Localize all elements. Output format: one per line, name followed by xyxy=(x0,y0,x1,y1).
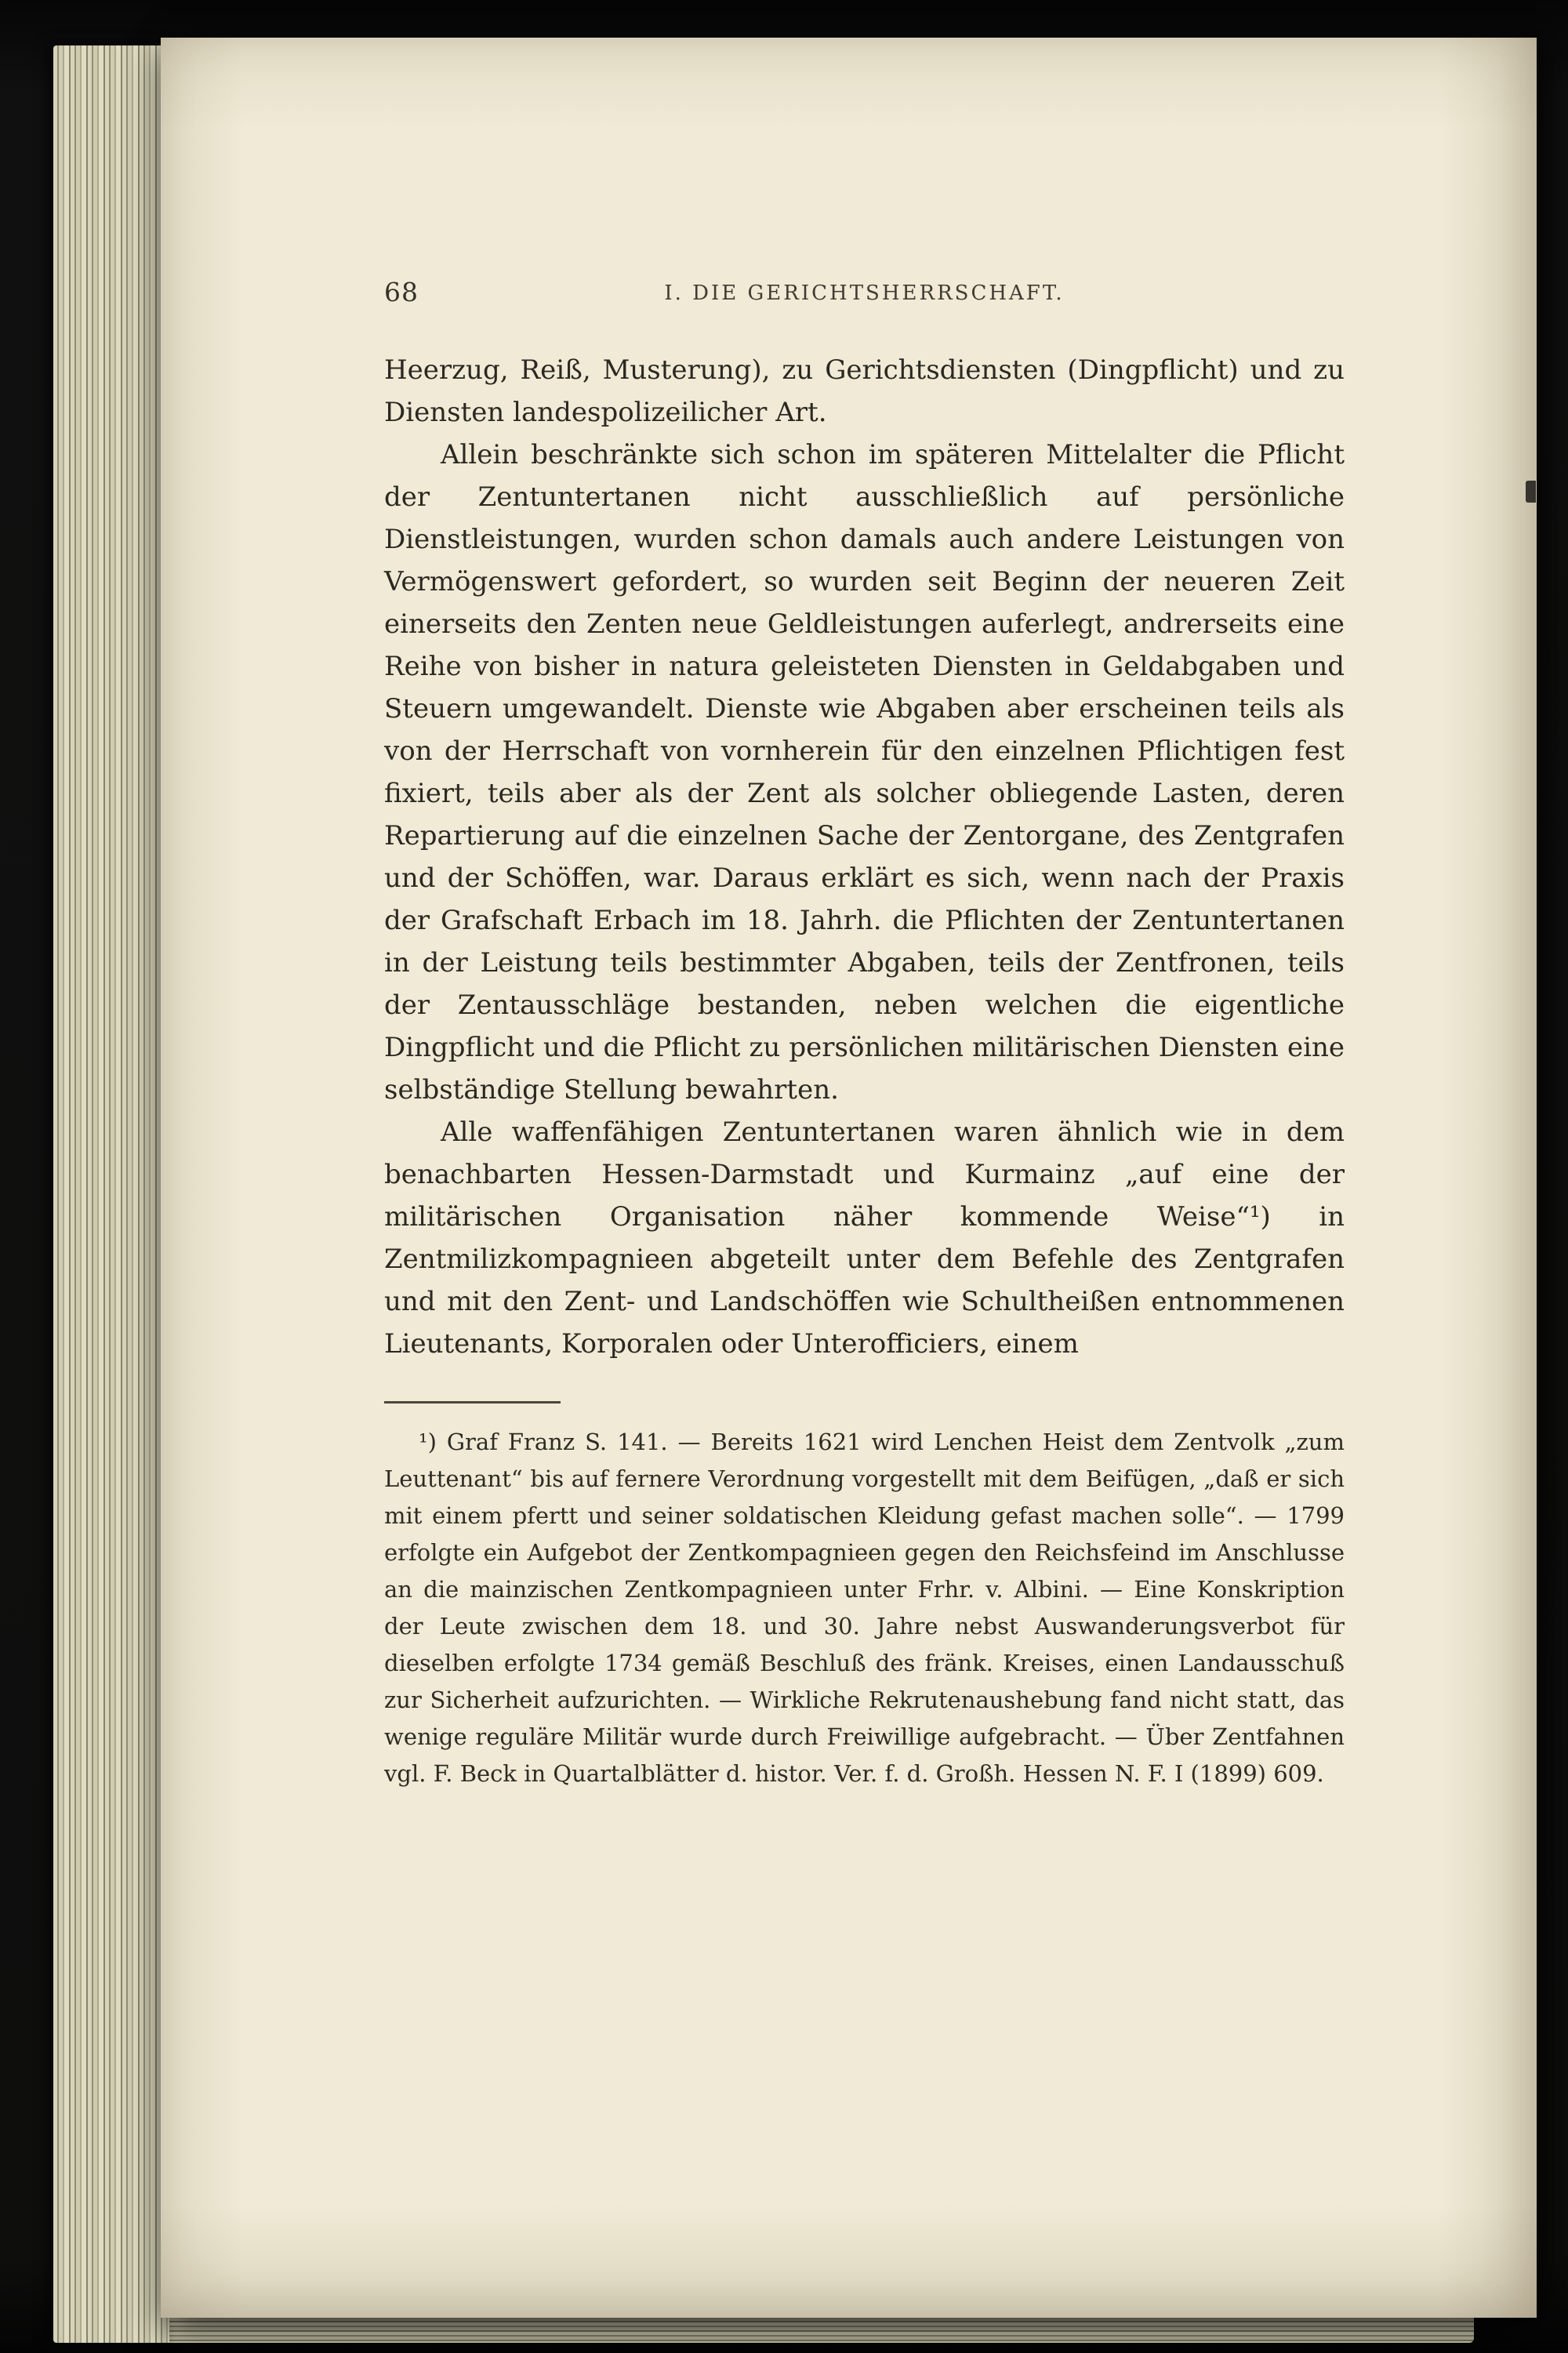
page-number: 68 xyxy=(384,277,419,307)
body-text xyxy=(384,349,1345,1365)
footnote-text: ¹) Graf Franz S. 141. — Bereits 1621 wird Lenchen Heist dem Zentvolk „zum Leuttenant“ bis auf fernere Verordnung vorgestellt mit dem Beifügen, „daß er sich mit einem pfertt und seiner soldatischen Kleidung gefast machen solle“. — 1799 erfolgte ein Aufgebot der Zentkompagnieen gegen den Reichsfeind im Anschlusse an die mainzischen Zentkompagnieen unter Frhr. v. Albini. — Eine Konskription der Leute zwischen dem 18. und 30. Jahre nebst Auswanderungsverbot für dieselben erfolgte 1734 gemäß Beschluß des fränk. Kreises, einen Landausschuß zur Sicherheit aufzurichten. — Wirkliche Rekrutenaushebung fand nicht statt, das wenige reguläre Militär wurde durch Freiwillige aufgebracht. — Über Zentfahnen vgl. F. Beck in Quartalblätter d. histor. Ver. f. d. Großh. Hessen N. F. I (1899) 609. xyxy=(384,1429,1345,1787)
footnote-separator xyxy=(384,1401,561,1403)
page-header xyxy=(384,277,1345,311)
paragraph: Alle waffenfähigen Zentuntertanen waren ähnlich wie in dem benachbarten Hessen-Darmstadt und Kurmainz „auf eine der militärischen Organisation näher kommende Weise“¹) in Zentmilizkompagnieen abgeteilt unter dem Befehle des Zentgrafen und mit den Zent- und Landschöffen wie Schultheißen entnommenen Lieutenants, Korporalen oder Unterofficiers, einem xyxy=(384,1117,1345,1360)
page-edges-left xyxy=(53,45,169,2343)
scan-artifact xyxy=(1526,481,1536,503)
paragraph-continuation: Heerzug, Reiß, Musterung), zu Gerichtsdiensten (Dingpflicht) und zu Diensten landespolizeilicher Art. xyxy=(384,354,1345,428)
book-page xyxy=(161,38,1537,2318)
paragraph: Allein beschränkte sich schon im späteren Mittelalter die Pflicht der Zentuntertanen nicht ausschließlich auf persönliche Dienstleistungen, wurden schon damals auch andere Leistungen von Vermögenswert gefordert, so wurden seit Beginn der neueren Zeit einerseits den Zenten neue Geldleistungen auferlegt, andrerseits eine Reihe von bisher in natura geleisteten Diensten in Geldabgaben und Steuern umgewandelt. Dienste wie Abgaben aber erscheinen teils als von der Herrschaft von vornherein für den einzelnen Pflichtigen fest fixiert, teils aber als der Zent als solcher obliegende Lasten, deren Repartierung auf die einzelnen Sache der Zentorgane, des Zentgrafen und der Schöffen, war. Daraus erklärt es sich, wenn nach der Praxis der Grafschaft Erbach im 18. Jahrh. die Pflichten der Zentuntertanen in der Leistung teils bestimmter Abgaben, teils der Zentfronen, teils der Zentausschläge bestanden, neben welchen die eigentliche Dingpflicht und die Pflicht zu persönlichen militärischen Diensten eine selbständige Stellung bewahrten. xyxy=(384,439,1345,1106)
running-header: I. DIE GERICHTSHERRSCHAFT. xyxy=(664,281,1065,305)
